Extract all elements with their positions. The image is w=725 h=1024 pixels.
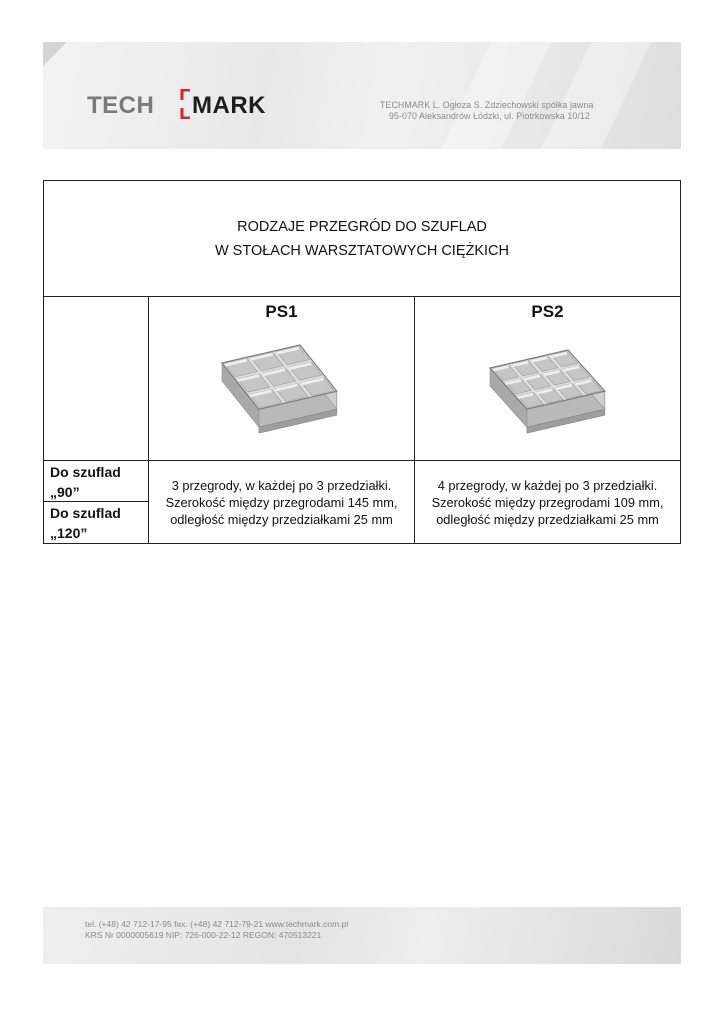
table-title [44,181,680,297]
company-street: 95-070 Aleksandrów Łódzki, ul. Piotrkowska 10/12 [389,111,590,121]
letterhead-footer [43,907,681,964]
row-label-120-line2: „120” [50,525,88,541]
table-title-line1: RODZAJE PRZEGRÓD DO SZUFLAD [237,219,487,235]
logo-text-mark: MARK [192,92,266,119]
row-label-120-line1: Do szuflad [50,505,121,521]
table-title-line2: W STOŁACH WARSZTATOWYCH CIĘŻKICH [214,243,510,259]
ps1-tray-image [202,341,360,451]
company-name: TECHMARK L. Ogłoza S. Zdziechowski spółka jawna [380,100,594,110]
ps1-description [149,477,414,528]
row-label-90-line2: „90” [50,484,80,500]
ps1-desc-line1: 3 przegrody, w każdej po 3 przedziałki. [171,478,392,493]
footer-phone-line: tel. (+48) 42 712-17-95 fax. (+48) 42 712-79-21 www.techmark.com.pl [85,919,349,929]
ps1-tray-illustration [202,341,360,451]
column-header-ps2: PS2 [531,302,564,321]
logo-bracket-icon [179,89,191,119]
column-header-ps1: PS1 [265,302,298,321]
row-label-90 [50,462,121,502]
footer-registry-line: KRS Nr 0000005619 NIP: 726-000-22-12 REGON: 470513221 [85,930,322,940]
logo-text-tech: TECH [87,92,155,119]
ps2-tray-image [470,346,628,448]
partitions-table [43,180,681,544]
row-label-90-line1: Do szuflad [50,464,121,480]
row-divider [44,460,680,461]
footer-contact [85,919,348,941]
company-address [380,100,593,122]
ps2-description [415,477,680,528]
header-corner [43,42,67,66]
header-decor-stripe [426,42,561,149]
ps2-desc-line2: Szerokość między przegrodami 109 mm, [431,495,664,510]
ps2-tray-illustration [470,346,628,448]
ps2-desc-line3: odległość między przedziałkami 25 mm [436,512,659,527]
letterhead-header [43,42,681,149]
ps2-desc-line1: 4 przegrody, w każdej po 3 przedziałki. [437,478,658,493]
header-decor-stripe [526,42,661,149]
ps1-desc-line3: odległość między przedziałkami 25 mm [170,512,393,527]
row-label-120 [50,503,121,543]
ps1-desc-line2: Szerokość między przegrodami 145 mm, [165,495,398,510]
